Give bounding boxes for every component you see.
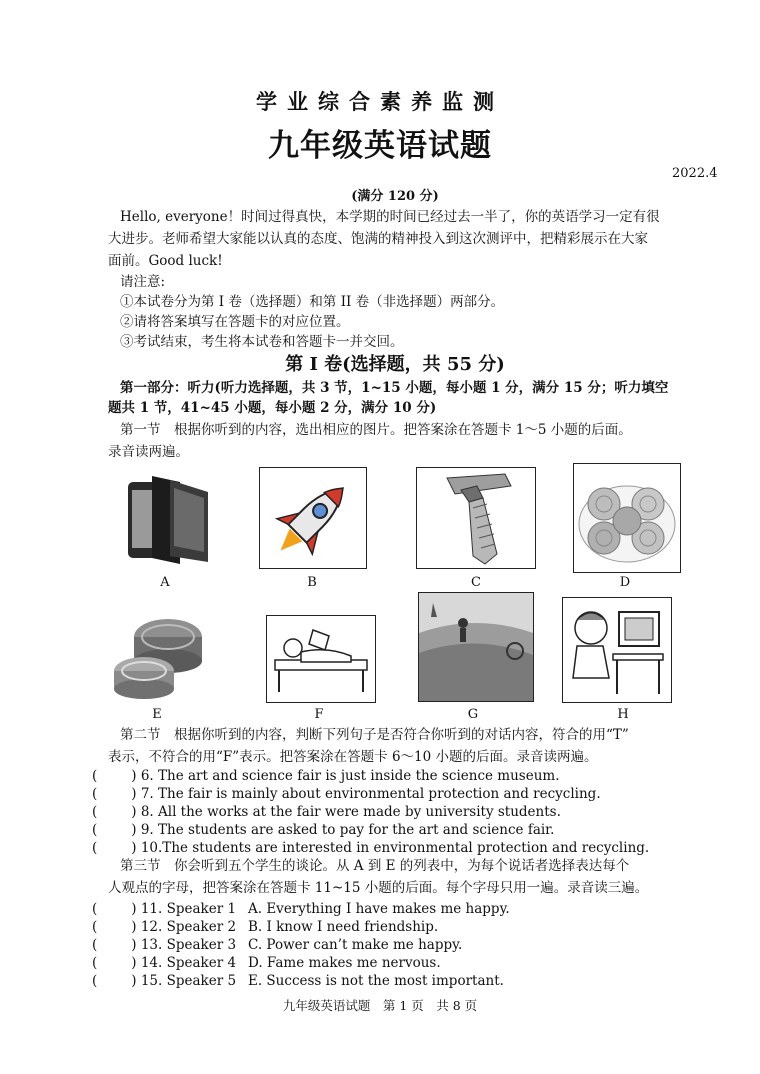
picture-label-d: D [619, 575, 631, 590]
exam-date: 2022.4 [672, 166, 718, 181]
speaker-option-c: C. Power can’t make me happy. [248, 937, 463, 953]
page-footer: 九年级英语试题 第 1 页 共 8 页 [282, 998, 478, 1013]
speaker-question-11: ( ) 11. Speaker 1 [92, 901, 237, 917]
speaker-question-14: ( ) 14. Speaker 4 [92, 955, 237, 971]
picture-label-c: C [471, 575, 481, 590]
smartphones-icon [122, 472, 214, 570]
speaker-question-12: ( ) 12. Speaker 2 [92, 919, 237, 935]
picture-label-f: F [314, 707, 324, 722]
speaker-option-a: A. Everything I have makes me happy. [248, 901, 510, 917]
rocket-icon [259, 467, 367, 569]
countryside-icon [418, 592, 534, 702]
speaker-option-b: B. I know I need friendship. [248, 919, 439, 935]
speaker-question-13: ( ) 13. Speaker 3 [92, 937, 237, 953]
mooncakes-icon [108, 605, 208, 701]
notice-item: ①本试卷分为第 I 卷（选择题）和第 II 卷（非选择题）两部分。 [120, 294, 505, 310]
speaker-option-e: E. Success is not the most important. [248, 973, 504, 989]
speaker-question-15: ( ) 15. Speaker 5 [92, 973, 237, 989]
tf-question-9: ( ) 9. The students are asked to pay for the art and science fair. [92, 822, 555, 838]
tf-question-7: ( ) 7. The fair is mainly about environmental protection and recycling. [92, 786, 601, 802]
section2-instructions-line-1: 第二节 根据你听到的内容，判断下列句子是否符合你听到的对话内容，符合的用“T” [120, 727, 629, 743]
exam-series-title: 学业综合素养监测 [256, 89, 504, 114]
intro-line-1: Hello, everyone！时间过得真快，本学期的时间已经过去一半了，你的英语学习一定有很 [120, 209, 660, 225]
necktie-icon [416, 467, 536, 569]
intro-line-3: 面前。Good luck! [108, 253, 223, 269]
section3-instructions-line-2: 人观点的字母，把答案涂在答题卡 11~15 小题的后面。每个字母只用一遍。录音读三遍。 [108, 880, 649, 896]
speaker-option-d: D. Fame makes me nervous. [248, 955, 441, 971]
exam-title: 九年级英语试题 [268, 128, 492, 164]
section1-instructions-line-2: 录音读两遍。 [108, 444, 189, 460]
intro-line-2: 大进步。老师希望大家能以认真的态度、饱满的精神投入到这次测评中，把精彩展示在大家 [108, 231, 648, 247]
noodles-icon [573, 463, 681, 573]
full-score: (满分 120 分) [351, 189, 439, 204]
section2-instructions-line-2: 表示，不符合的用“F”表示。把答案涂在答题卡 6～10 小题的后面。录音读两遍。 [108, 749, 598, 765]
part1-desc-line-2: 题共 1 节，41~45 小题，每小题 2 分，满分 10 分) [108, 400, 437, 416]
section1-instructions-line-1: 第一节 根据你听到的内容，选出相应的图片。把答案涂在答题卡 1～5 小题的后面。 [120, 422, 632, 438]
section3-instructions-line-1: 第三节 你会听到五个学生的谈论。从 A 到 E 的列表中，为每个说话者选择表达每个 [120, 858, 630, 874]
tf-question-6: ( ) 6. The art and science fair is just inside the science museum. [92, 768, 560, 784]
boy-at-computer-icon [562, 597, 672, 703]
tf-question-8: ( ) 8. All the works at the fair were made by university students. [92, 804, 561, 820]
notice-label: 请注意: [120, 274, 166, 290]
notice-item: ②请将答案填写在答题卡的对应位置。 [120, 314, 350, 330]
picture-label-a: A [160, 575, 170, 590]
picture-label-e: E [152, 707, 162, 722]
picture-label-b: B [307, 575, 317, 590]
tf-question-10: ( ) 10.The students are interested in environmental protection and recycling. [92, 840, 650, 856]
picture-label-g: G [467, 707, 479, 722]
part-heading: 第 I 卷(选择题，共 55 分) [285, 354, 505, 375]
notice-item: ③考试结束，考生将本试卷和答题卡一并交回。 [120, 334, 404, 350]
part1-desc-line-1: 第一部分：听力(听力选择题，共 3 节，1~15 小题，每小题 1 分，满分 15 分；听力填空 [120, 380, 669, 396]
reading-in-bed-icon [266, 615, 376, 703]
picture-label-h: H [617, 707, 629, 722]
